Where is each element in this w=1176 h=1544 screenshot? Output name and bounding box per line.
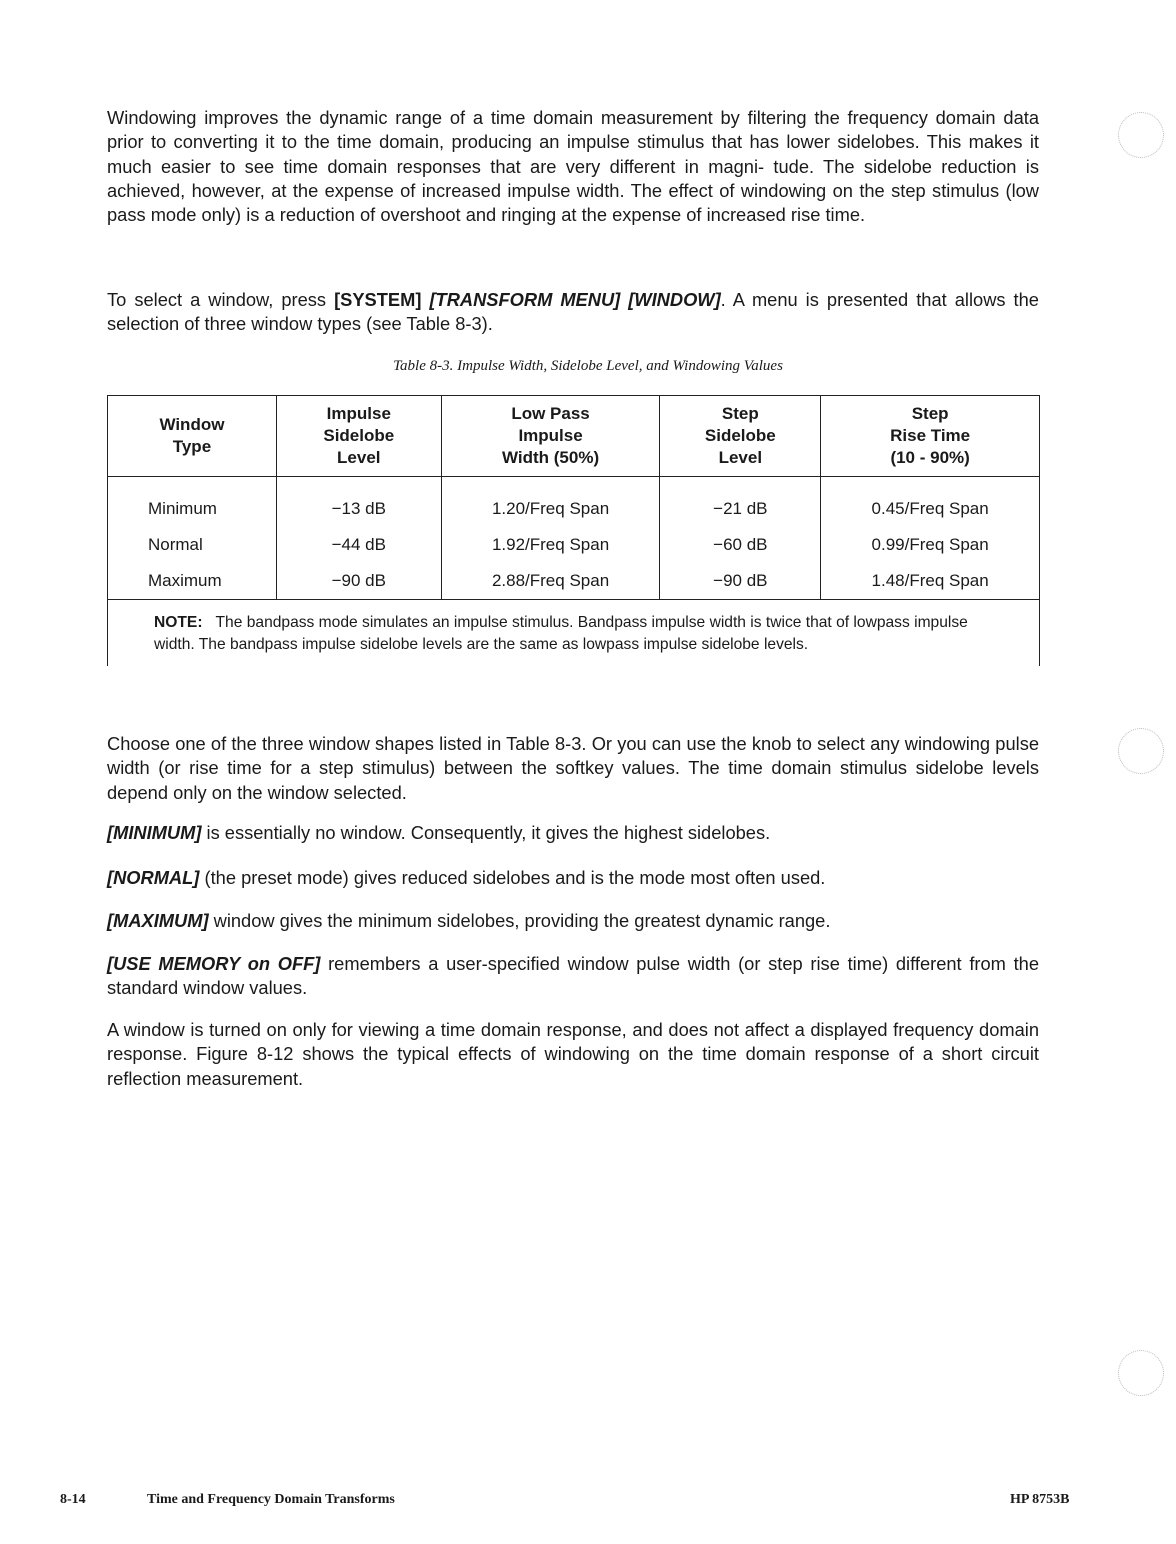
softkey-transform-menu: [TRANSFORM MENU] [429, 289, 621, 310]
text: (the preset mode) gives reduced sidelobes and is the mode most often used. [199, 867, 826, 888]
cell: −44 dB [276, 527, 441, 563]
softkey-normal: [NORMAL] [107, 867, 200, 888]
text: remembers a user-specified window pulse width (or step rise time) different from the standard window values. [107, 953, 1040, 999]
cell: Maximum [108, 563, 277, 600]
cell: 0.45/Freq Span [821, 477, 1040, 528]
table-caption: Table 8-3. Impulse Width, Sidelobe Level, and Windowing Values [393, 358, 783, 374]
cell: −90 dB [660, 563, 821, 600]
minimum-paragraph [107, 821, 1039, 845]
table-row [108, 527, 1040, 563]
product-name: HP 8753B [1010, 1492, 1070, 1507]
cell: 1.48/Freq Span [821, 563, 1040, 600]
header-lowpass-width: Low Pass Impulse Width (50%) [441, 396, 660, 477]
table-note [108, 600, 1040, 667]
punch-hole [1118, 728, 1164, 774]
choose-window-paragraph: Choose one of the three window shapes listed in Table 8-3. Or you can use the knob to select any windowing pulse width (or rise time for a step stimulus) between the softkey values. The time domain stimulus sidelobe levels depend only on the window selected. [107, 733, 1039, 803]
intro-paragraph: Windowing improves the dynamic range of a time domain measurement by filtering the frequency domain data prior to converting it to the time domain, producing an impulse stimulus that has lower sidelobes. This makes it much easier to see time domain responses that are very different in magni- tude. The sidelobe reduction is achieved, however, at the expense of increased impulse width. The effect of windowing on the step stimulus (low pass mode only) is a reduction of overshoot and ringing at the expense of increased rise time. [107, 107, 1039, 226]
softkey-maximum: [MAXIMUM] [107, 910, 209, 931]
window-effect-paragraph: A window is turned on only for viewing a time domain response, and does not affect a displayed frequency domain response. Figure 8-12 shows the typical effects of windowing on the time domain response of a short circuit reflection measurement. [107, 1019, 1039, 1089]
page-number: 8-14 [60, 1492, 86, 1507]
cell: −21 dB [660, 477, 821, 528]
text: To select a window, press [107, 289, 335, 310]
header-window-type: Window Type [108, 396, 277, 477]
header-impulse-sidelobe: Impulse Sidelobe Level [276, 396, 441, 477]
softkey-minimum: [MINIMUM] [107, 822, 202, 843]
select-window-paragraph [107, 288, 1039, 337]
cell: −13 dB [276, 477, 441, 528]
softkey-window: [WINDOW] [628, 289, 721, 310]
punch-hole [1118, 1350, 1164, 1396]
maximum-paragraph [107, 909, 1039, 933]
punch-hole [1118, 112, 1164, 158]
table-row [108, 477, 1040, 528]
text: window gives the minimum sidelobes, providing the greatest dynamic range. [208, 910, 831, 931]
cell: Minimum [108, 477, 277, 528]
use-memory-paragraph [107, 952, 1039, 1001]
cell: Normal [108, 527, 277, 563]
note-label: NOTE: [154, 614, 203, 631]
header-step-rise-time: Step Rise Time (10 - 90%) [821, 396, 1040, 477]
table-header-row [108, 396, 1040, 477]
note-text: The bandpass mode simulates an impulse stimulus. Bandpass impulse width is twice that of lowpass impulse width. The bandpass impulse sidelobe levels are the same as lowpass impulse sidelobe levels. [154, 614, 968, 653]
table-row [108, 563, 1040, 600]
window-values-table [107, 395, 1040, 666]
cell: 0.99/Freq Span [821, 527, 1040, 563]
cell: 2.88/Freq Span [441, 563, 660, 600]
text: is essentially no window. Consequently, it gives the highest sidelobes. [201, 822, 771, 843]
table-note-row [108, 600, 1040, 667]
cell: 1.20/Freq Span [441, 477, 660, 528]
chapter-title: Time and Frequency Domain Transforms [147, 1492, 395, 1507]
header-step-sidelobe: Step Sidelobe Level [660, 396, 821, 477]
cell: −90 dB [276, 563, 441, 600]
cell: 1.92/Freq Span [441, 527, 660, 563]
cell: −60 dB [660, 527, 821, 563]
text: . A menu is presented that allows the selection of three window types (see Table 8-3). [107, 289, 1039, 335]
normal-paragraph [107, 866, 1039, 890]
key-system: [SYSTEM] [334, 289, 422, 310]
softkey-use-memory: [USE MEMORY on OFF] [107, 953, 321, 974]
